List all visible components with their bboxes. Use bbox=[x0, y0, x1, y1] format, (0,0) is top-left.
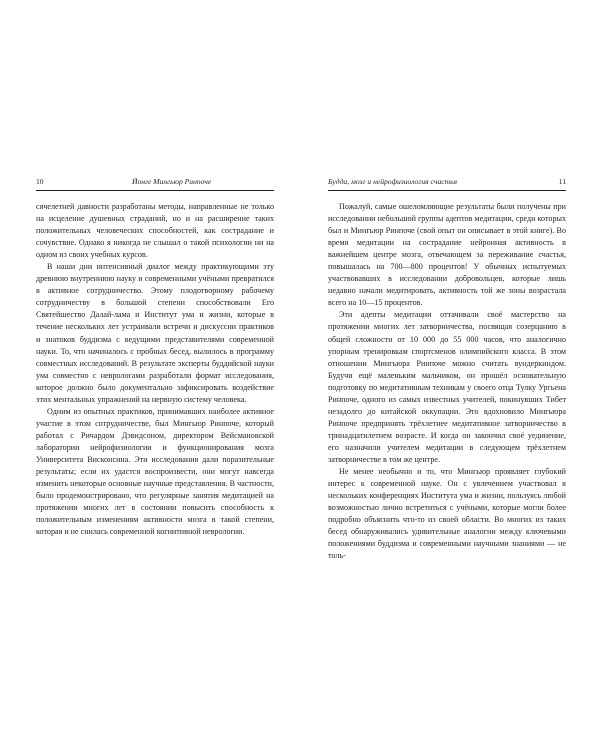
left-page-number: 10 bbox=[36, 177, 44, 186]
left-page bbox=[36, 176, 274, 538]
paragraph: Не менее необычно и то, что Мингьюр проявляет глубокий интерес к современной науке. Он с увлечением участвовал в нескольких конференциях Института ума и жизни, пользуясь любой возможностью лично встретиться с учёными, которые могли более подробно объяснить что-то из своей области. Во многих из таких бесед обнаруживались удивительные аналогии между ключевыми положениями буддизма и современными научными знаниями — не толь- bbox=[328, 467, 566, 561]
right-page bbox=[328, 176, 566, 562]
paragraph: В наши дни интенсивный диалог между практикующими эту древнюю внутреннюю науку и современными учёными превратился в активное сотрудничество. Этому плодотворному рабочему сотрудничеству в большой степени способствовали Его Святейшество Далай-лама и Институт ума и жизни, которые в течение нескольких лет устраивали встречи и дискуссии практиков и знатоков буддизма с ведущими представителями современной науки. То, что начиналось с пробных бесед, вылилось в программу совместных исследований. В результате эксперты буддийской науки ума совместно с неврологами разработали формат исследования, которое должно было документально зафиксировать воздействие этих ментальных упражнений на нервную систему человека. bbox=[36, 262, 274, 404]
left-page-text bbox=[36, 201, 274, 538]
right-page-header bbox=[328, 176, 566, 191]
paragraph: Эти адепты медитации оттачивали своё мастерство на протяжении многих лет затворничества, посвящая созерцанию в общей сложности от 10 000 до 55 000 часов, что аналогично упорным тренировкам спортсменов олимпийского класса. В этом отношении Мингьюра Ринпоче можно считать вундеркиндом. Будучи ещё маленьким мальчиком, он прошёл основательную подготовку по медитативным техникам у своего отца Тулку Ургьена Ринпоче, одного из самых известных учителей, покинувших Тибет незадолго до китайской оккупации. Это вдохновило Мингьюра Ринпоче предпринять трёхлетнее медитативное затворничество в тринадцатилетнем возрасте. И когда он закончил своё уединение, его назначили учителем медитации в следующем трёхлетнем затворничестве в том же центре. bbox=[328, 310, 566, 464]
paragraph: Одним из опытных практиков, принимавших наиболее активное участие в этом сотрудничестве, был Мингьюр Ринпоче, который работал с Ричардом Дэвидсоном, директором Вейсмановской лаборатории нейрофизиологии и функционирования мозга Университета Висконсина. Эти исследования дали поразительные результаты; если их удастся воспроизвести, они могут навсегда изменить некоторые основные научные представления. В частности, было продемонстрировано, что регулярные занятия медитацией на протяжении многих лет в состоянии повысить способность к положительным изменениям активности мозга в такой степени, которая и не снилась современной когнитивной неврологии. bbox=[36, 406, 274, 537]
right-running-title: Будда, мозг и нейрофизиология счастья bbox=[328, 177, 458, 186]
right-page-text bbox=[328, 201, 566, 562]
paragraph: Пожалуй, самые ошеломляющие результаты были получены при исследовании небольшой группы адептов медитации, среди которых был и Мингьюр Ринпоче (свой опыт он описывает в этой книге). Во время медитации на сострадание нейронная активность в важнейшем центре мозга, отвечающем за переживание счастья, повышалась на 700—800 процентов! У обычных испытуемых участвовавших в исследовании добровольцев, которые лишь недавно начали медитировать, активность той же зоны возрастала всего на 10—15 процентов. bbox=[328, 202, 566, 308]
paragraph: сячелетней давности разработаны методы, направленные не только на исцеление душевных страданий, но и на расширение таких положительных человеческих способностей, как сострадание и сочувствие. Однако я никогда не слышал о такой психологии ни на одном из своих учебных курсов. bbox=[36, 202, 274, 260]
right-page-number: 11 bbox=[558, 177, 566, 186]
left-page-header bbox=[36, 176, 274, 191]
left-running-title: Йонге Мингьюр Ринпоче bbox=[132, 177, 212, 186]
